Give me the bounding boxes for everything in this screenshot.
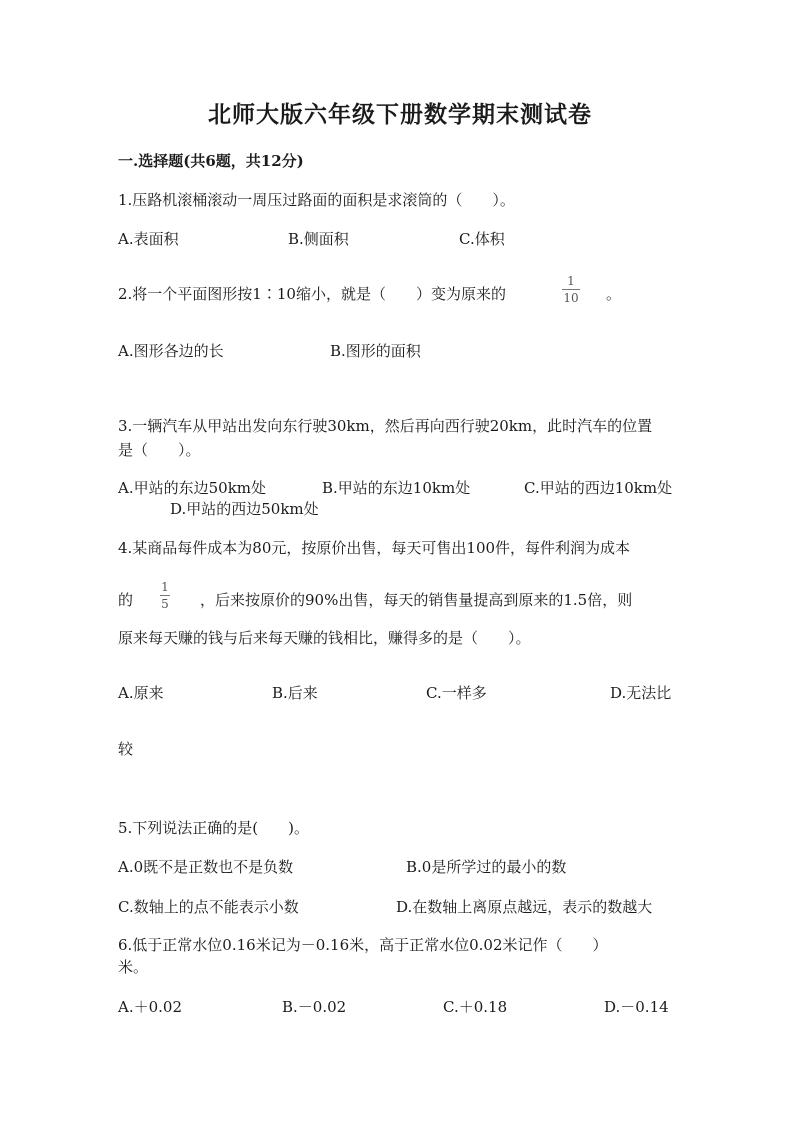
question-1-option-c: C.体积	[459, 230, 505, 248]
question-4-option-d-continued: 较	[118, 740, 134, 758]
fraction-bar	[562, 289, 580, 290]
question-5-option-c: C.数轴上的点不能表示小数	[118, 898, 299, 916]
fraction-numerator: 1	[161, 580, 169, 594]
page-title: 北师大版六年级下册数学期末测试卷	[208, 101, 592, 128]
question-5-option-d: D.在数轴上离原点越远，表示的数越大	[396, 898, 653, 916]
question-4-fraction	[160, 580, 170, 611]
question-5-stem: 5.下列说法正确的是( )。	[118, 819, 310, 837]
question-6-stem-line1: 6.低于正常水位0.16米记为－0.16米，高于正常水位0.02米记作（ ）	[118, 936, 608, 954]
question-3-option-b: B.甲站的东边10km处	[322, 479, 471, 497]
question-6-option-c: C.＋0.18	[443, 998, 508, 1016]
question-4-stem-line1: 4.某商品每件成本为80元，按原价出售，每天可售出100件，每件利润为成本	[118, 539, 631, 557]
question-3-option-c: C.甲站的西边10km处	[524, 479, 673, 497]
question-2-fraction	[562, 274, 580, 305]
question-6-option-b: B.－0.02	[282, 998, 347, 1016]
question-5-option-a: A.0既不是正数也不是负数	[118, 858, 294, 876]
question-4-option-a: A.原来	[118, 684, 164, 702]
question-5-option-b: B.0是所学过的最小的数	[406, 858, 567, 876]
question-4-stem-line3: 原来每天赚的钱与后来每天赚的钱相比，赚得多的是（ ）。	[118, 629, 531, 647]
question-2-option-b: B.图形的面积	[330, 342, 421, 360]
fraction-numerator: 1	[567, 274, 575, 288]
question-3-stem-line1: 3.一辆汽车从甲站出发向东行驶30km，然后再向西行驶20km，此时汽车的位置	[118, 417, 653, 435]
question-3-option-a: A.甲站的东边50km处	[118, 479, 267, 497]
fraction-bar	[160, 595, 170, 596]
question-6-option-a: A.＋0.02	[118, 998, 182, 1016]
question-3-stem-line2: 是（ ）。	[118, 441, 201, 459]
question-4-option-c: C.一样多	[426, 684, 487, 702]
question-2-stem-end: 。	[606, 285, 622, 303]
section-heading: 一.选择题(共6题，共12分)	[118, 152, 304, 170]
question-4-stem-line2-end: ，后来按原价的90%出售，每天的销售量提高到原来的1.5倍，则	[200, 591, 633, 609]
fraction-denominator: 5	[161, 597, 169, 611]
question-2-stem: 2.将一个平面图形按1∶10缩小，就是（ ）变为原来的	[118, 285, 506, 303]
question-1-option-a: A.表面积	[118, 230, 179, 248]
question-4-option-d: D.无法比	[610, 684, 672, 702]
question-6-option-d: D.－0.14	[604, 998, 669, 1016]
question-2-option-a: A.图形各边的长	[118, 342, 224, 360]
question-4-stem-line2-start: 的	[118, 591, 134, 609]
question-1-stem: 1.压路机滚桶滚动一周压过路面的面积是求滚筒的（ ）。	[118, 191, 515, 209]
question-3-option-d: D.甲站的西边50km处	[170, 500, 319, 518]
question-4-option-b: B.后来	[272, 684, 318, 702]
question-6-stem-line2: 米。	[118, 958, 149, 976]
fraction-denominator: 10	[563, 291, 579, 305]
question-1-option-b: B.侧面积	[288, 230, 349, 248]
